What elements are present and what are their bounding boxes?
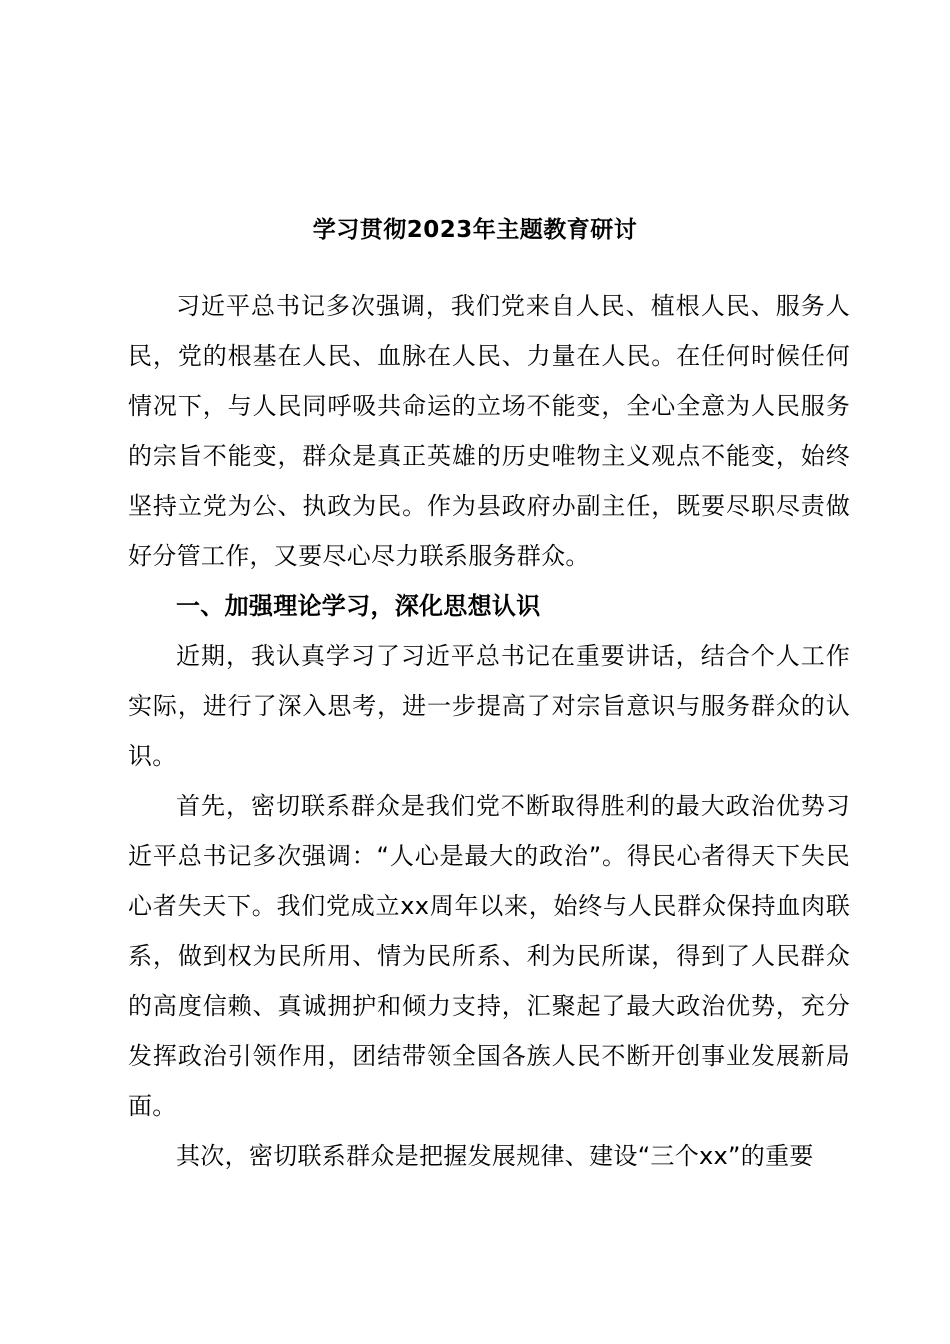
paragraph-intro: 习近平总书记多次强调，我们党来自人民、植根人民、服务人民，党的根基在人民、血脉在人民、力量在人民。在任何时候任何情况下，与人民同呼吸共命运的立场不能变，全心全意为人民服务的宗旨不能变，群众是真正英雄的历史唯物主义观点不能变，始终坚持立党为公、执政为民。作为县政府办副主任，既要尽职尽责做好分管工作，又要尽心尽力联系服务群众。 [128, 292, 850, 570]
document-title: 学习贯彻2023年主题教育研讨 [312, 217, 638, 243]
section-heading: 一、加强理论学习，深化思想认识 [176, 592, 541, 620]
document-body [128, 281, 850, 1181]
paragraph-first-point: 首先，密切联系群众是我们党不断取得胜利的最大政治优势习近平总书记多次强调：“人心是最大的政治”。得民心者得天下失民心者失天下。我们党成立xx周年以来，始终与人民群众保持血肉联系，做到权为民所用、情为民所系、利为民所谋，得到了人民群众的高度信赖、真诚拥护和倾力支持，汇聚起了最大政治优势，充分发挥政治引领作用，团结带领全国各族人民不断开创事业发展新局面。 [128, 792, 850, 1120]
paragraph-second-point: 其次，密切联系群众是把握发展规律、建设“三个xx”的重要 [176, 1142, 814, 1170]
paragraph-recent-study: 近期，我认真学习了习近平总书记在重要讲话，结合个人工作实际，进行了深入思考，进一步提高了对宗旨意识与服务群众的认识。 [128, 642, 850, 770]
